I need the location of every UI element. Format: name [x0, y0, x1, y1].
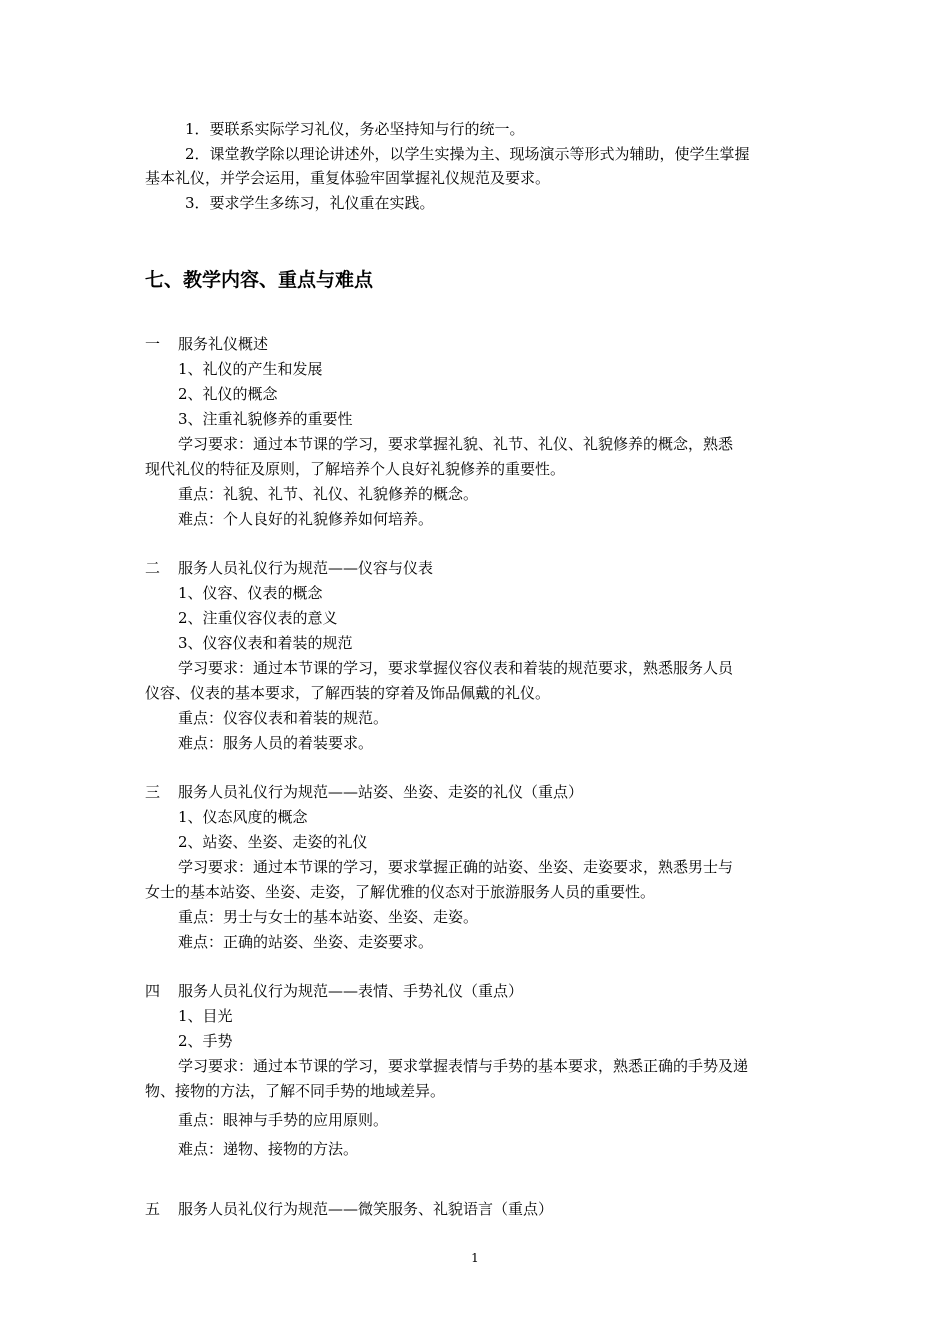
- section-2-key-point: 重点：仪容仪表和着装的规范。: [178, 709, 389, 727]
- section-2-item-2: 2、注重仪容仪表的意义: [178, 609, 338, 627]
- section-2-title: [145, 556, 433, 580]
- section-3-key-point: 重点：男士与女士的基本站姿、坐姿、走姿。: [178, 908, 479, 926]
- section-1-key-point: 重点：礼貌、礼节、礼仪、礼貌修养的概念。: [178, 485, 479, 503]
- intro-item-2-cont: 基本礼仪，并学会运用，重复体验牢固掌握礼仪规范及要求。: [145, 169, 551, 187]
- section-1-requirement-cont: 现代礼仪的特征及原则，了解培养个人良好礼貌修养的重要性。: [145, 460, 566, 478]
- section-3-item-2: 2、站姿、坐姿、走姿的礼仪: [178, 833, 368, 851]
- section-4-item-1: 1、目光: [178, 1007, 233, 1025]
- section-heading: 七、教学内容、重点与难点: [145, 269, 374, 291]
- section-2-difficulty: 难点：服务人员的着装要求。: [178, 734, 374, 752]
- section-3-requirement: 学习要求：通过本节课的学习，要求掌握正确的站姿、坐姿、走姿要求，熟悉男士与: [178, 858, 734, 876]
- section-2-requirement: 学习要求：通过本节课的学习，要求掌握仪容仪表和着装的规范要求，熟悉服务人员: [178, 659, 734, 677]
- section-4-requirement: 学习要求：通过本节课的学习，要求掌握表情与手势的基本要求，熟悉正确的手势及递: [178, 1057, 749, 1075]
- intro-item-2: 2．课堂教学除以理论讲述外，以学生实操为主、现场演示等形式为辅助，使学生掌握: [185, 145, 750, 163]
- section-1-title: [145, 332, 268, 356]
- section-4-title-text: 服务人员礼仪行为规范——表情、手势礼仪（重点）: [178, 982, 524, 1000]
- section-1-title-text: 服务礼仪概述: [178, 335, 269, 353]
- section-3-requirement-cont: 女士的基本站姿、坐姿、走姿，了解优雅的仪态对于旅游服务人员的重要性。: [145, 883, 656, 901]
- section-1-difficulty: 难点：个人良好的礼貌修养如何培养。: [178, 510, 434, 528]
- section-4-number: 四: [145, 982, 161, 1000]
- section-1-item-2: 2、礼仪的概念: [178, 385, 278, 403]
- page-number: 1: [471, 1251, 479, 1265]
- section-3-difficulty: 难点：正确的站姿、坐姿、走姿要求。: [178, 933, 434, 951]
- section-1-number: 一: [145, 335, 161, 353]
- section-2-number: 二: [145, 559, 161, 577]
- section-2-title-text: 服务人员礼仪行为规范——仪容与仪表: [178, 559, 434, 577]
- section-2-item-3: 3、仪容仪表和着装的规范: [178, 634, 353, 652]
- section-3-title: [145, 780, 583, 804]
- section-1-item-3: 3、注重礼貌修养的重要性: [178, 410, 353, 428]
- section-4-difficulty: 难点：递物、接物的方法。: [178, 1140, 359, 1158]
- section-4-title: [145, 979, 523, 1003]
- section-5-title-text: 服务人员礼仪行为规范——微笑服务、礼貌语言（重点）: [178, 1200, 554, 1218]
- section-4-key-point: 重点：眼神与手势的应用原则。: [178, 1111, 389, 1129]
- section-4-item-2: 2、手势: [178, 1032, 233, 1050]
- section-3-title-text: 服务人员礼仪行为规范——站姿、坐姿、走姿的礼仪（重点）: [178, 783, 584, 801]
- section-3-number: 三: [145, 783, 161, 801]
- section-2-item-1: 1、仪容、仪表的概念: [178, 584, 323, 602]
- section-2-requirement-cont: 仪容、仪表的基本要求，了解西装的穿着及饰品佩戴的礼仪。: [145, 684, 551, 702]
- section-3-item-1: 1、仪态风度的概念: [178, 808, 308, 826]
- intro-item-3: 3．要求学生多练习，礼仪重在实践。: [185, 194, 435, 212]
- section-1-requirement: 学习要求：通过本节课的学习，要求掌握礼貌、礼节、礼仪、礼貌修养的概念，熟悉: [178, 435, 734, 453]
- section-5-title: [145, 1197, 553, 1221]
- section-5-number: 五: [145, 1200, 161, 1218]
- section-4-requirement-cont: 物、接物的方法，了解不同手势的地域差异。: [145, 1082, 446, 1100]
- intro-item-1: 1．要联系实际学习礼仪，务必坚持知与行的统一。: [185, 120, 525, 138]
- section-1-item-1: 1、礼仪的产生和发展: [178, 360, 323, 378]
